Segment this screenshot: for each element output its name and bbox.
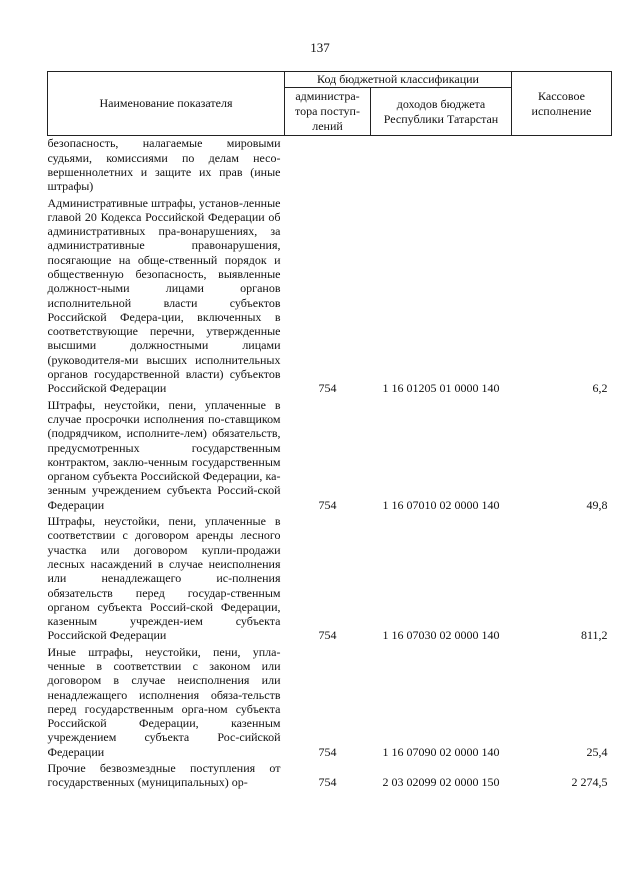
table-row bbox=[48, 136, 612, 194]
header-cash-execution: Кассовое исполнение bbox=[512, 72, 612, 136]
row-income-code: 1 16 07010 02 0000 140 bbox=[382, 497, 500, 512]
row-name: Административные штрафы, установ-ленные главой 20 Кодекса Российской Федерации об административных пра-вонарушениях, за административные правонарушения, посягающие на обще-ственный порядок и общественную безопасность, выявленные должност-ными лицами органов исполнительной власти субъектов Российской Федера-ции, включенных в соответствующие перечни, утвержденные высшими должностными лицами (руководителя-ми высших исполнительных органов государственной власти) субъектов Российской Федерации bbox=[47, 195, 281, 396]
header-classification-code: Код бюджетной классификации bbox=[285, 72, 512, 88]
row-amount bbox=[512, 136, 612, 194]
header-name: Наименование показателя bbox=[48, 72, 285, 136]
table-row bbox=[48, 643, 612, 759]
row-admin-code: 754 bbox=[318, 381, 337, 396]
row-admin-code: 754 bbox=[318, 628, 337, 643]
row-admin-code: 754 bbox=[318, 497, 337, 512]
row-name: Прочие безвозмездные поступления от государственных (муниципальных) ор- bbox=[47, 761, 281, 790]
table-row bbox=[48, 512, 612, 643]
row-amount: 2 274,5 bbox=[571, 775, 608, 790]
table-row bbox=[48, 759, 612, 790]
row-income-code: 1 16 07090 02 0000 140 bbox=[382, 744, 500, 759]
table-header bbox=[48, 72, 612, 136]
row-admin-code: 754 bbox=[318, 744, 337, 759]
table-body bbox=[48, 136, 612, 790]
header-income-code: доходов бюджета Республики Татарстан bbox=[371, 88, 512, 136]
row-income-code: 2 03 02099 02 0000 150 bbox=[382, 775, 500, 790]
row-name: безопасность, налагаемые мировыми судьями, комиссиями по делам несо-вершеннолетних и защите их прав (иные штрафы) bbox=[47, 136, 281, 194]
row-name: Штрафы, неустойки, пени, уплаченные в соответствии с договором аренды лесного участка или договором купли-продажи лесных насаждений в случае неисполнения или ненадлежащего ис-полнения обязательств перед государ-ственным органом субъекта Россий-ской Федерации, казенным учрежден-ием субъекта Российской Федерации bbox=[47, 514, 281, 643]
page-number: 137 bbox=[310, 40, 330, 55]
row-name: Штрафы, неустойки, пени, уплаченные в случае просрочки исполнения по-ставщиком (подрядчиком, исполните-лем) обязательств, предусмотренных государственным контрактом, заклю-ченным государственным органом субъекта Российской Федерации, ка-зенным учреждением субъекта Россий-ской Федерации bbox=[47, 397, 281, 512]
row-income-code: 1 16 07030 02 0000 140 bbox=[382, 628, 500, 643]
row-name: Иные штрафы, неустойки, пени, упла-ченные в соответствии с законом или договором в случае неисполнения или ненадлежащего исполнения обяза-тельств перед государственным орга-ном субъекта Российской Федерации, казенным учреждением субъекта Рос-сийской Федерации bbox=[47, 644, 281, 759]
row-amount: 25,4 bbox=[586, 744, 608, 759]
table-row bbox=[48, 194, 612, 396]
row-income-code: 1 16 01205 01 0000 140 bbox=[382, 381, 500, 396]
row-amount: 49,8 bbox=[586, 497, 608, 512]
row-income-code bbox=[371, 136, 512, 194]
row-admin-code bbox=[285, 136, 371, 194]
row-amount: 6,2 bbox=[592, 381, 608, 396]
header-administrator: администра-тора поступ-лений bbox=[285, 88, 371, 136]
table-row bbox=[48, 396, 612, 512]
budget-table bbox=[47, 71, 612, 790]
row-admin-code: 754 bbox=[318, 775, 337, 790]
row-amount: 811,2 bbox=[580, 628, 608, 643]
